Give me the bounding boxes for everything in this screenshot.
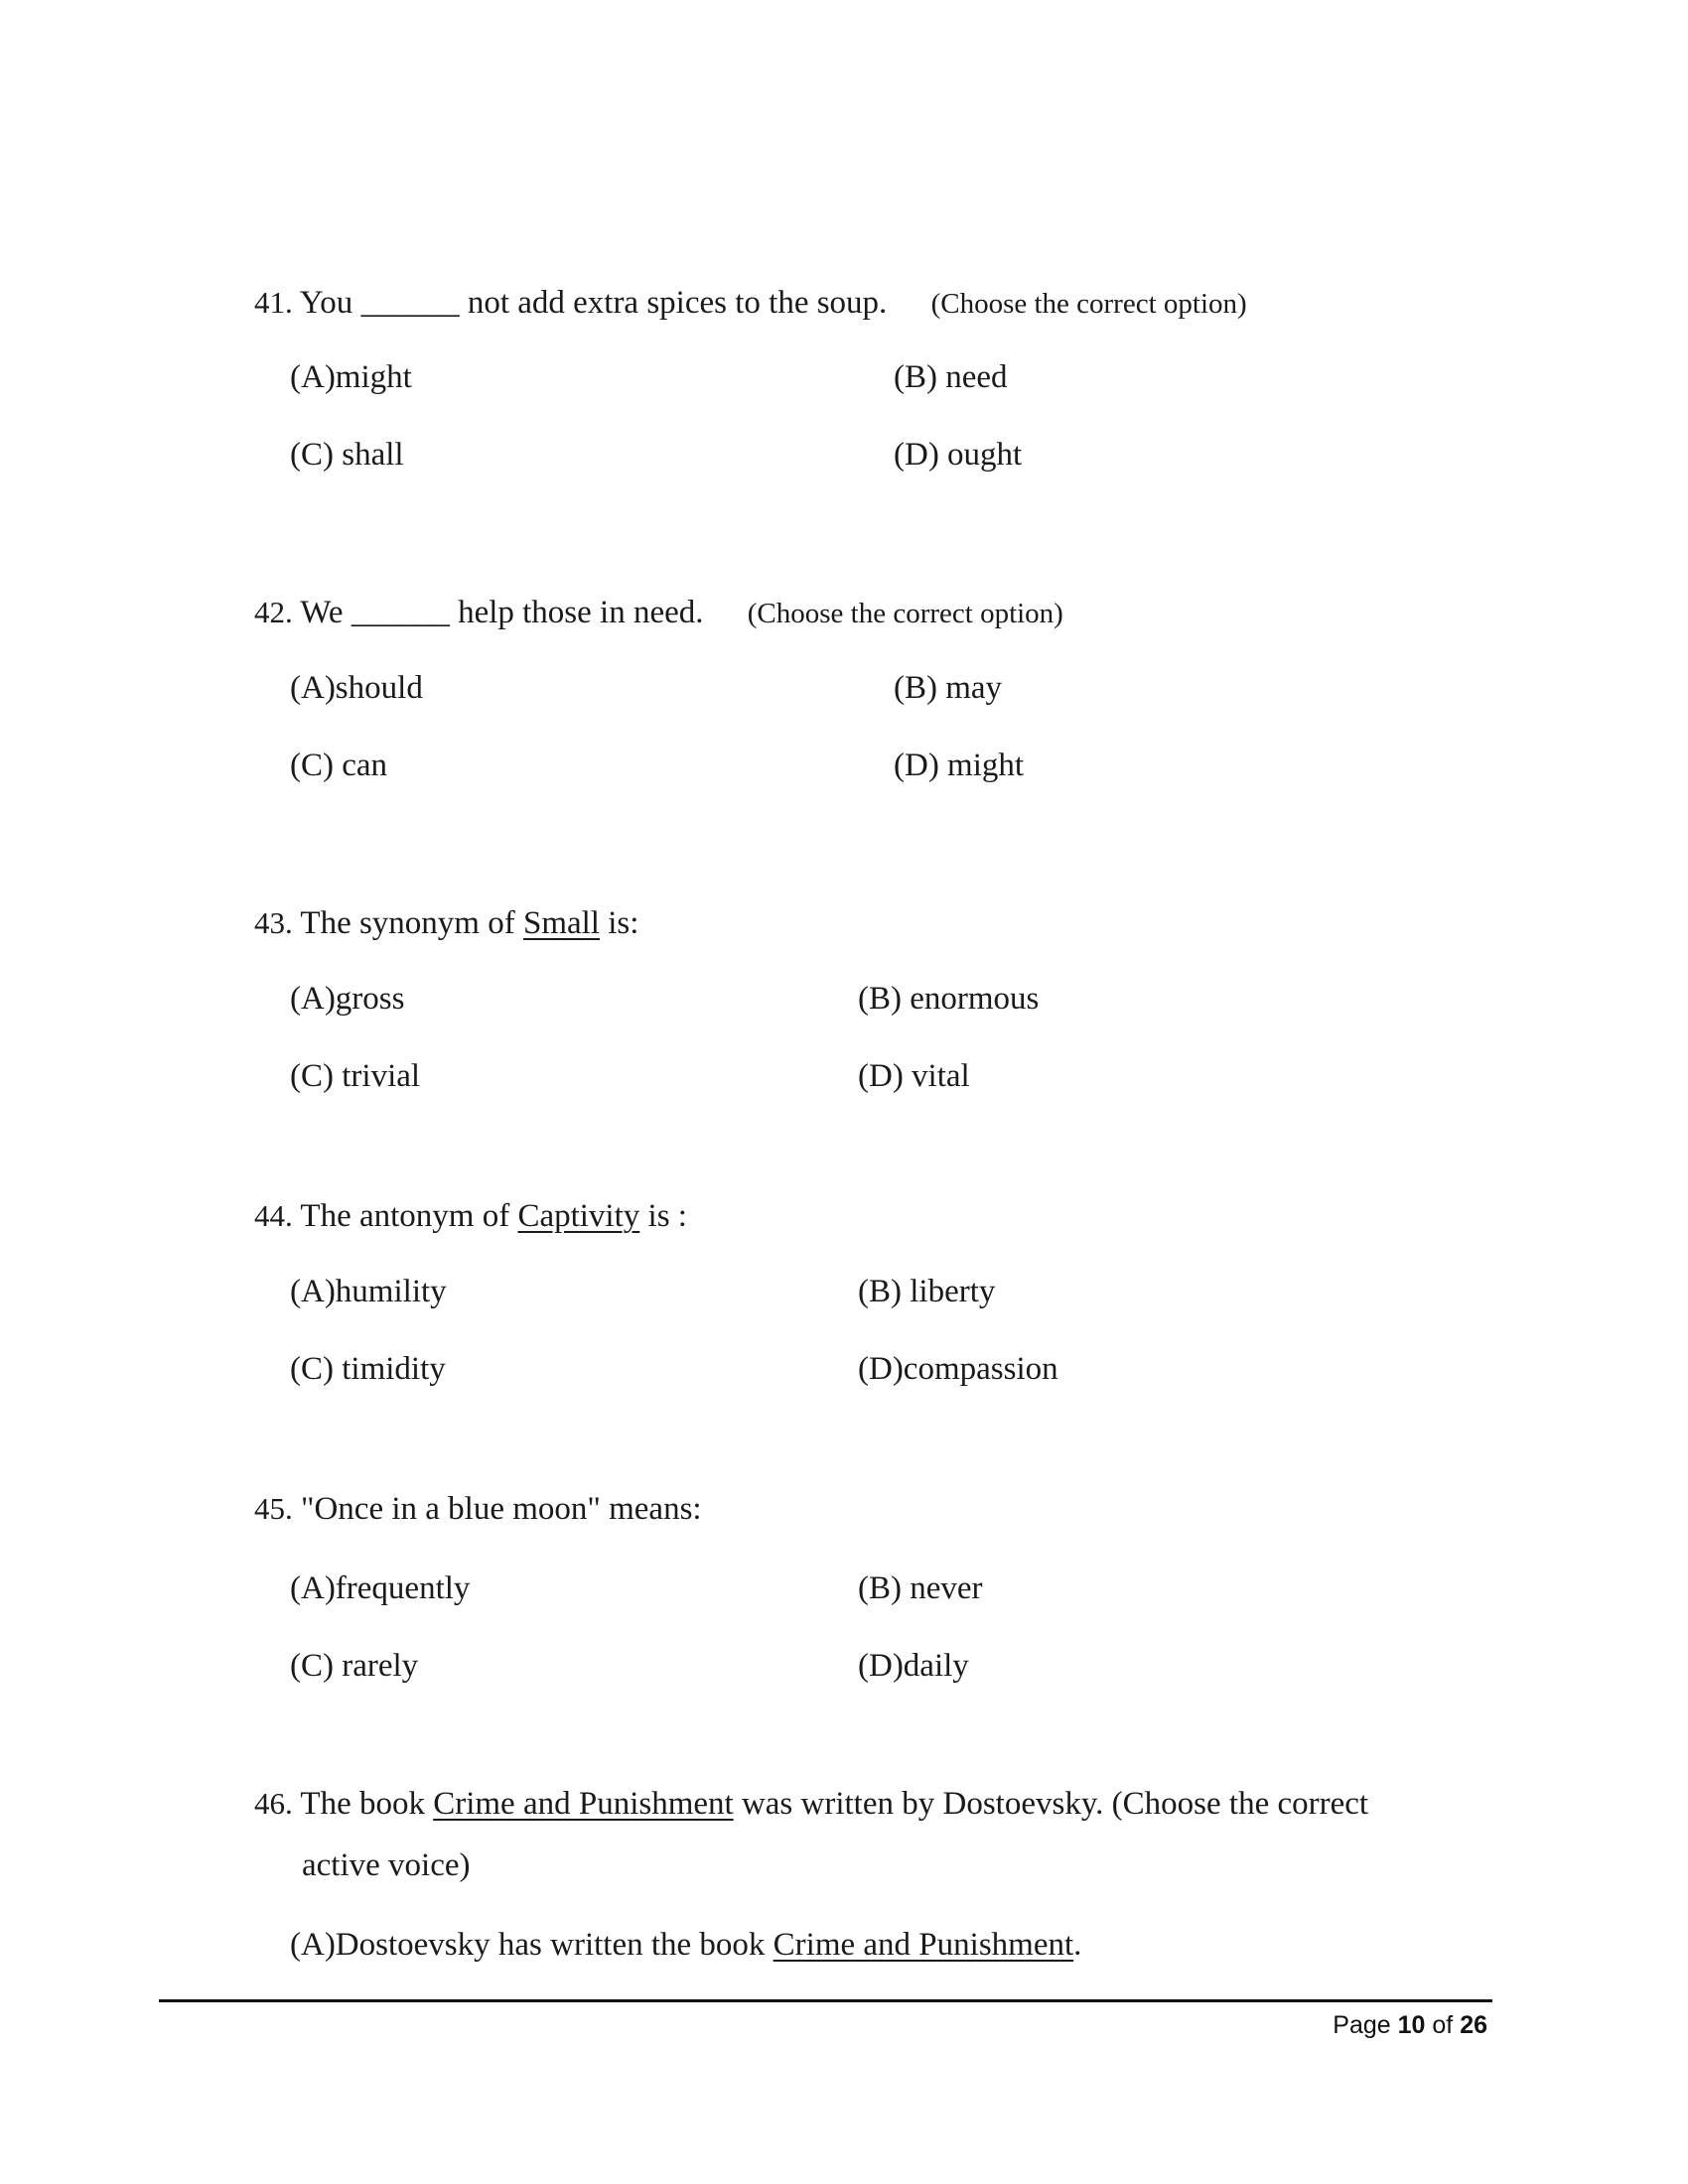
question-text: You — [299, 285, 353, 321]
question-number: 42. — [254, 595, 293, 629]
question-46 — [254, 1784, 1368, 1824]
option-a: (A)humility — [290, 1274, 447, 1309]
footer-rule — [159, 1999, 1492, 2002]
underlined-title: Crime and Punishment — [773, 1927, 1074, 1963]
page-number — [1333, 2009, 1487, 2041]
question-text: The synonym of — [300, 905, 515, 941]
question-text: The book — [300, 1786, 425, 1822]
option-d: (D) vital — [858, 1058, 970, 1094]
question-text: is : — [647, 1198, 687, 1234]
option-b: (B) never — [858, 1570, 983, 1606]
instruction-note: (Choose the correct option) — [930, 288, 1247, 320]
underlined-word: Small — [522, 905, 600, 941]
current-page: 10 — [1397, 2011, 1426, 2039]
option-a: (A)might — [290, 359, 412, 395]
option-c: (C) rarely — [290, 1648, 419, 1684]
question-43 — [254, 903, 638, 943]
question-text: not add extra spices to the soup. — [467, 285, 888, 321]
option-a: (A)frequently — [290, 1570, 471, 1606]
option-b: (B) liberty — [858, 1274, 996, 1309]
question-text: is: — [608, 905, 639, 941]
question-text: We — [300, 595, 344, 630]
option-d: (D)daily — [858, 1648, 969, 1684]
option-c: (C) can — [290, 748, 388, 783]
option-d: (D)compassion — [858, 1351, 1058, 1387]
question-46-continued: active voice) — [302, 1847, 471, 1883]
question-text: was written by Dostoevsky. (Choose the correct — [741, 1786, 1369, 1822]
option-a: (A)should — [290, 670, 423, 706]
option-a — [290, 1925, 1081, 1965]
option-d: (D) might — [894, 748, 1025, 783]
question-44 — [254, 1196, 687, 1236]
total-pages: 26 — [1460, 2011, 1487, 2039]
question-number: 46. — [254, 1786, 293, 1821]
page-label: Page — [1333, 2011, 1391, 2039]
question-text: "Once in a blue moon" means: — [301, 1491, 702, 1527]
underlined-title: Crime and Punishment — [433, 1786, 734, 1822]
question-41 — [254, 283, 1247, 324]
instruction-note: (Choose the correct option) — [747, 598, 1063, 629]
option-b: (B) enormous — [858, 981, 1040, 1017]
question-number: 41. — [254, 285, 293, 320]
option-d: (D) ought — [894, 437, 1023, 473]
question-42 — [254, 593, 1063, 633]
blank: ______ — [360, 285, 460, 321]
question-text: help those in need. — [458, 595, 704, 630]
question-text: The antonym of — [300, 1198, 510, 1234]
option-b: (B) need — [894, 359, 1008, 395]
question-number: 45. — [254, 1491, 293, 1526]
question-number: 44. — [254, 1198, 293, 1233]
option-text: . — [1073, 1927, 1082, 1963]
option-c: (C) timidity — [290, 1351, 446, 1387]
option-b: (B) may — [894, 670, 1003, 706]
option-c: (C) shall — [290, 437, 404, 473]
question-number: 43. — [254, 905, 293, 940]
underlined-word: Captivity — [517, 1198, 640, 1234]
blank: ______ — [351, 595, 450, 630]
question-45 — [254, 1489, 702, 1529]
option-a: (A)gross — [290, 981, 405, 1017]
of-label: of — [1432, 2011, 1454, 2039]
option-text: (A)Dostoevsky has written the book — [290, 1927, 766, 1963]
option-c: (C) trivial — [290, 1058, 421, 1094]
